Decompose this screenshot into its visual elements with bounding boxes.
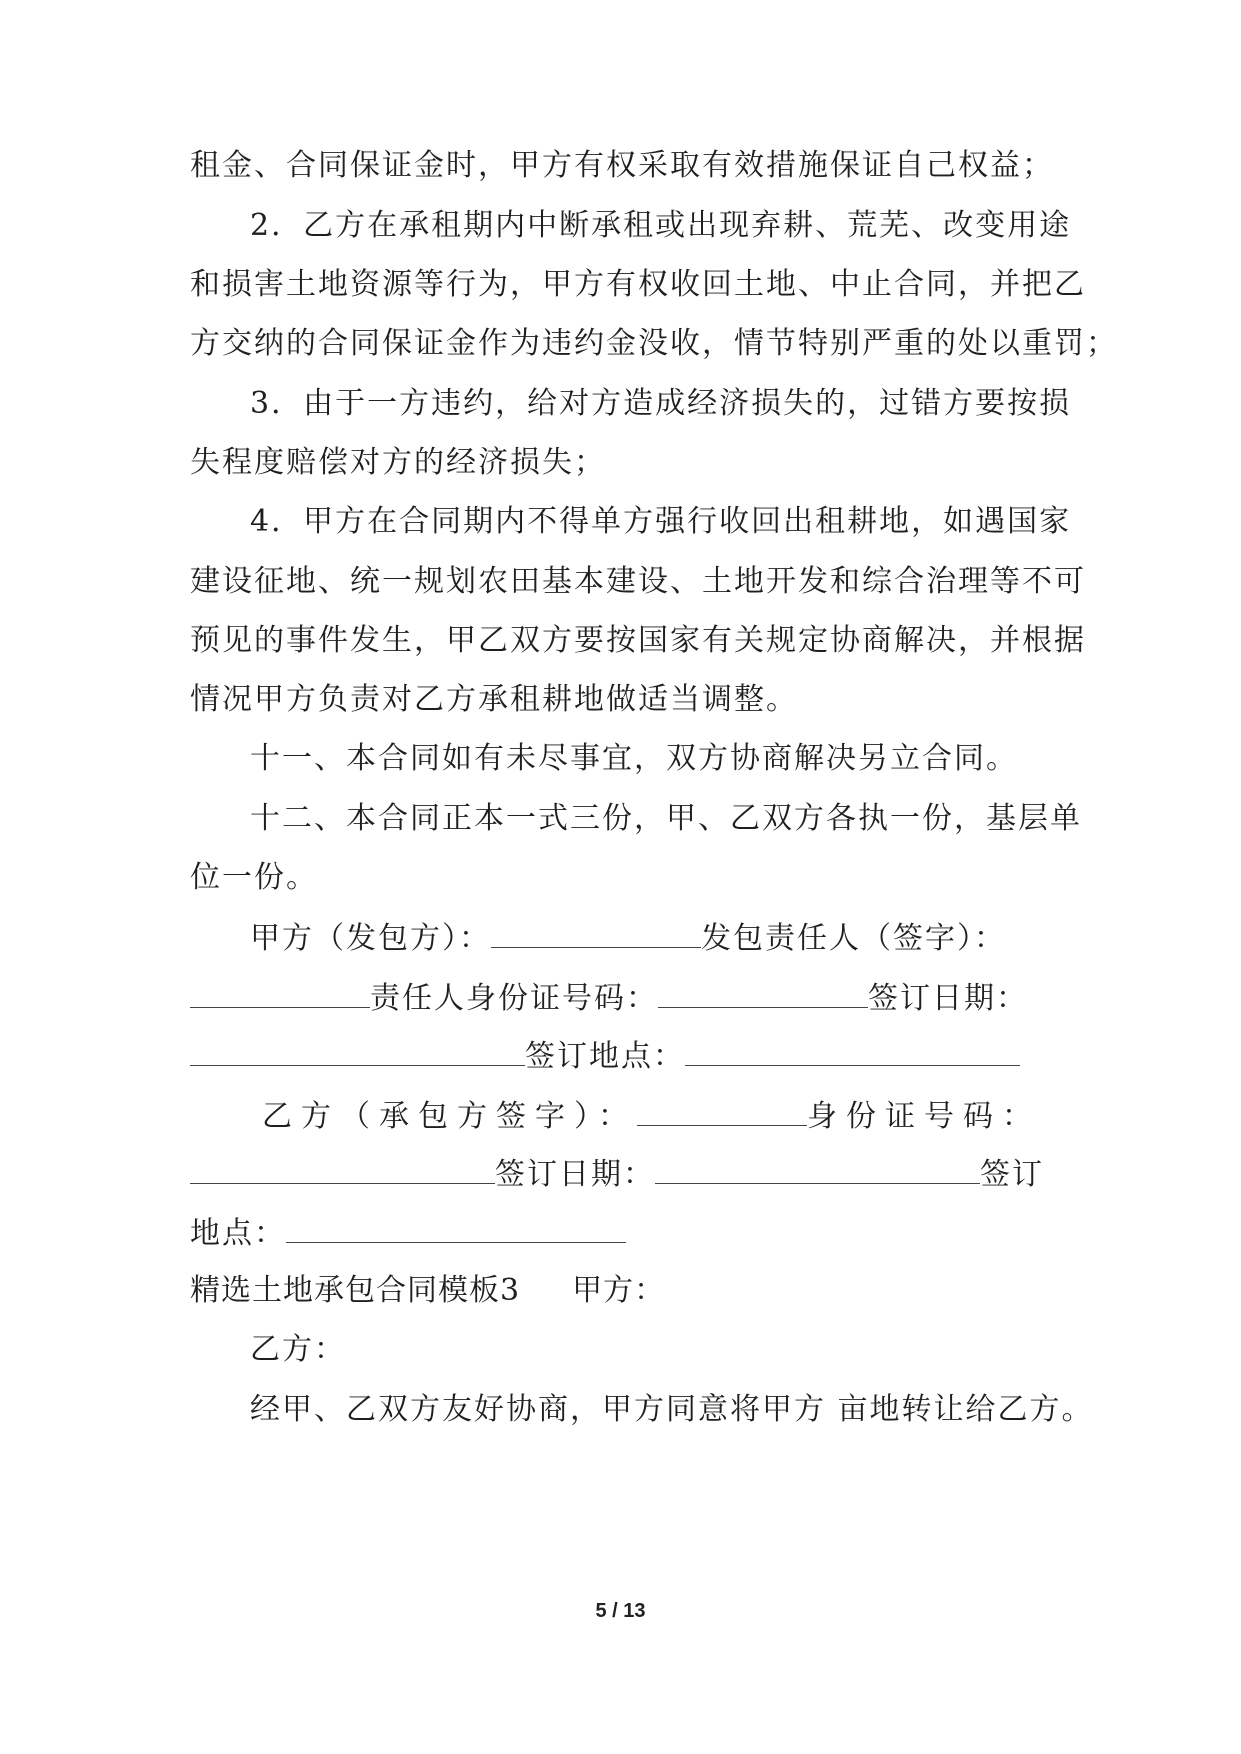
clause-10-2-line-2: 和损害土地资源等行为，甲方有权收回土地、中止合同，并把乙 — [190, 267, 1086, 302]
responsible-label: 发包责任人（签字）： — [701, 921, 1006, 956]
clause-10-3-line-1: 3．由于一方违约，给对方造成经济损失的，过错方要按损 — [250, 386, 1072, 421]
clause-10-4-line-3: 预见的事件发生，甲乙双方要按国家有关规定协商解决，并根据 — [190, 623, 1086, 658]
party-b-heading: 乙方： — [250, 1332, 346, 1367]
sign-date-label: 签订日期： — [868, 981, 1028, 1016]
party-b-id-label: 身份证号码： — [807, 1099, 1041, 1134]
sign-b-line-1 — [262, 1095, 1041, 1137]
party-b-id-blank[interactable] — [190, 1153, 495, 1184]
clause-10-3-line-2: 失程度赔偿对方的经济损失； — [190, 445, 606, 480]
page-number: 5 / 13 — [595, 1600, 646, 1622]
party-b-place-blank[interactable] — [286, 1212, 626, 1243]
clause-10-4-line-4: 情况甲方负责对乙方承租耕地做适当调整。 — [190, 682, 798, 717]
clause-10-1-continuation: 租金、合同保证金时，甲方有权采取有效措施保证自己权益； — [190, 148, 1054, 183]
party-b-place-label-2: 地点： — [190, 1216, 286, 1251]
sign-b-line-3 — [190, 1212, 626, 1254]
clause-10-2-line-3: 方交纳的合同保证金作为违约金没收，情节特别严重的处以重罚； — [190, 326, 1118, 361]
party-a-label: 甲方（发包方）： — [250, 921, 491, 956]
id-number-blank[interactable] — [658, 977, 868, 1008]
sign-place-blank[interactable] — [685, 1035, 1020, 1066]
template-heading-line — [190, 1271, 665, 1311]
party-b-signature-blank[interactable] — [637, 1095, 807, 1126]
party-a-heading: 甲方： — [572, 1273, 666, 1308]
sign-b-line-2 — [190, 1153, 1044, 1195]
sign-date-blank[interactable] — [190, 1035, 525, 1066]
party-b-label: 乙方（承包方签字）： — [262, 1099, 637, 1134]
clause-10-4-line-2: 建设征地、统一规划农田基本建设、土地开发和综合治理等不可 — [190, 564, 1086, 599]
clause-11: 十一、本合同如有未尽事宜，双方协商解决另立合同。 — [250, 741, 1018, 776]
responsible-signature-blank[interactable] — [190, 977, 370, 1008]
party-a-blank[interactable] — [491, 917, 701, 948]
id-number-label: 责任人身份证号码： — [370, 981, 658, 1016]
sign-a-line-2 — [190, 977, 1028, 1019]
clause-10-4-line-1: 4．甲方在合同期内不得单方强行收回出租耕地，如遇国家 — [250, 504, 1072, 539]
template-title: 精选土地承包合同模板3 — [190, 1273, 521, 1308]
party-b-date-blank[interactable] — [655, 1153, 980, 1184]
party-b-date-label: 签订日期： — [495, 1157, 655, 1192]
party-b-place-label-1: 签订 — [980, 1157, 1044, 1192]
clause-12-line-1: 十二、本合同正本一式三份，甲、乙双方各执一份，基层单 — [250, 801, 1082, 836]
clause-12-line-2: 位一份。 — [190, 860, 318, 895]
clause-10-2-line-1: 2．乙方在承租期内中断承租或出现弃耕、荒芜、改变用途 — [250, 208, 1072, 243]
sign-a-line-1 — [250, 917, 1006, 959]
sign-place-label: 签订地点： — [525, 1039, 685, 1074]
sign-a-line-3 — [190, 1035, 1020, 1077]
intro-paragraph: 经甲、乙双方友好协商，甲方同意将甲方 亩地转让给乙方。 — [250, 1392, 1094, 1427]
